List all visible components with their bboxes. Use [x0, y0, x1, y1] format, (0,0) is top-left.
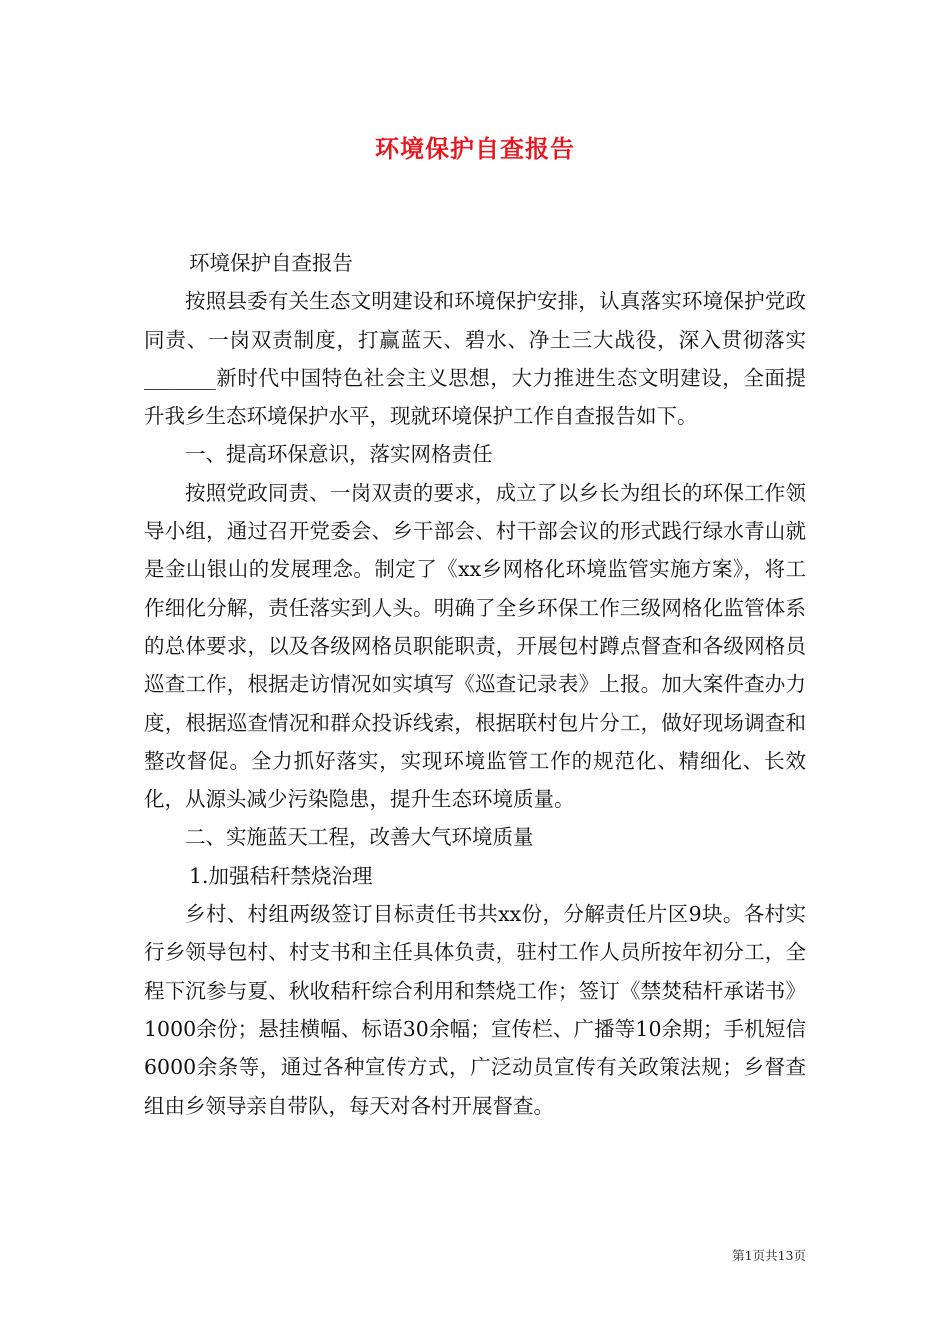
page-title: 环境保护自查报告: [375, 134, 575, 163]
subsection-heading-1: 1.加强秸秆禁烧治理: [189, 863, 373, 888]
page-number: 第1页共13页: [732, 1248, 806, 1263]
document-body: [144, 244, 806, 1125]
section-heading-2: 二、实施蓝天工程，改善大气环境质量: [185, 825, 534, 850]
section-paragraph-1: 按照党政同责、一岗双责的要求，成立了以乡长为组长的环保工作领导小组，通过召开党委会、乡干部会、村干部会议的形式践行绿水青山就是金山银山的发展理念。制定了《xx乡网格化环境监管实施方案》，将工作细化分解，责任落实到人头。明确了全乡环保工作三级网格化监管体系的总体要求，以及各级网格员职能职责，开展包村蹲点督查和各级网格员巡查工作，根据走访情况如实填写《巡查记录表》上报。加大案件查办力度，根据巡查情况和群众投诉线索，根据联村包片分工，做好现场调查和整改督促。全力抓好落实，实现环境监管工作的规范化、精细化、长效化，从源头减少污染隐患，提升生态环境质量。: [144, 480, 806, 812]
subsection-paragraph-1: 乡村、村组两级签订目标责任书共xx份，分解责任片区9块。各村实行乡领导包村、村支书和主任具体负责，驻村工作人员所按年初分工，全程下沉参与夏、秋收秸秆综合利用和禁烧工作；签订《禁焚秸杆承诺书》1000余份；悬挂横幅、标语30余幅；宣传栏、广播等10余期；手机短信6000余条等，通过各种宣传方式，广泛动员宣传有关政策法规；乡督查组由乡领导亲自带队，每天对各村开展督查。: [144, 902, 806, 1118]
intro-paragraph: 按照县委有关生态文明建设和环境保护安排，认真落实环境保护党政同责、一岗双责制度，打赢蓝天、碧水、净土三大战役，深入贯彻落实_______新时代中国特色社会主义思想，大力推进生态文明建设，全面提升我乡生态环境保护水平，现就环境保护工作自查报告如下。: [144, 289, 806, 429]
section-heading-1: 一、提高环保意识，落实网格责任: [185, 442, 493, 467]
intro-heading: 环境保护自查报告: [189, 251, 353, 275]
